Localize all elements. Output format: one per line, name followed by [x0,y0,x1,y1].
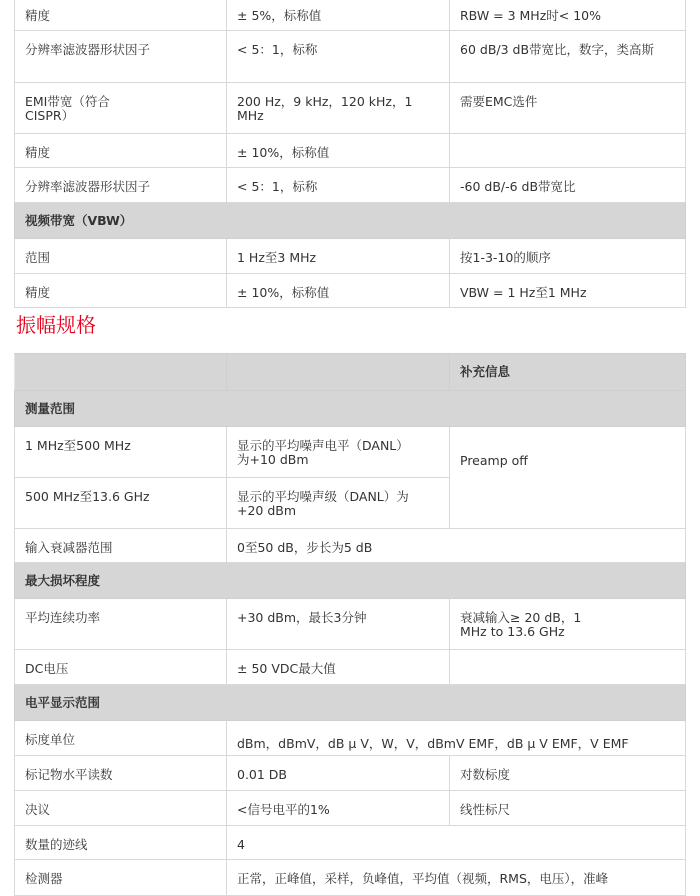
table-row [15,168,686,203]
section-header-row [15,391,686,427]
table-row [15,721,686,756]
spec-name: 输入衰减器范围 [15,529,227,563]
spec-note: 按1-3-10的顺序 [450,239,686,274]
spec-value: 显示的平均噪声电平（DANL） 为+10 dBm [227,427,450,478]
table-row [15,0,686,31]
section-header: 最大损坏程度 [15,563,686,599]
spec-name: 500 MHz至13.6 GHz [15,478,227,529]
spec-name: 精度 [15,0,227,31]
spec-note: VBW = 1 Hz至1 MHz [450,274,686,308]
spec-name: 范围 [15,239,227,274]
table-row [15,650,686,685]
spec-value: ± 5%，标称值 [227,0,450,31]
spec-name: 分辨率滤波器形状因子 [15,168,227,203]
spec-value: <信号电平的1% [227,791,450,826]
table-header-row [15,354,686,391]
spec-name: 检测器 [15,860,227,896]
spec-name: 分辨率滤波器形状因子 [15,31,227,83]
spec-note [450,650,686,685]
spec-value: dBm，dBmV，dB μ V，W，V，dBmV EMF，dB μ V EMF，V EMF [227,721,686,756]
spec-value: < 5：1，标称 [227,168,450,203]
spec-name: 精度 [15,134,227,168]
spec-value: 显示的平均噪声级（DANL）为 +20 dBm [227,478,450,529]
table-row [15,274,686,308]
spec-name: 精度 [15,274,227,308]
table-row [15,239,686,274]
spec-note: -60 dB/-6 dB带宽比 [450,168,686,203]
spec-note: RBW = 3 MHz时< 10% [450,0,686,31]
spec-value: 4 [227,826,686,860]
spec-name: 决议 [15,791,227,826]
header-cell [15,354,227,391]
spec-value: 200 Hz，9 kHz，120 kHz，1 MHz [227,83,450,134]
section-header-row [15,203,686,239]
section-header: 测量范围 [15,391,686,427]
spec-name: EMI带宽（符合 CISPR） [15,83,227,134]
spec-value: +30 dBm，最长3分钟 [227,599,450,650]
spec-value: ± 10%，标称值 [227,274,450,308]
spec-name: 1 MHz至500 MHz [15,427,227,478]
table-row [15,83,686,134]
spec-note: 60 dB/3 dB带宽比，数字，类高斯 [450,31,686,83]
table-row [15,31,686,83]
spec-note: 衰减输入≥ 20 dB，1 MHz to 13.6 GHz [450,599,686,650]
amplitude-spec-table [14,353,686,896]
header-cell [227,354,450,391]
section-header-row [15,685,686,721]
spec-value: 0至50 dB，步长为5 dB [227,529,686,563]
table-row [15,756,686,791]
header-supplementary-info: 补充信息 [450,354,686,391]
spec-note [450,134,686,168]
spec-value: ± 50 VDC最大值 [227,650,450,685]
spec-note: Preamp off [450,427,686,529]
section-header: 电平显示范围 [15,685,686,721]
spec-name: 平均连续功率 [15,599,227,650]
section-header-row [15,563,686,599]
spec-name: DC电压 [15,650,227,685]
spec-value: < 5：1，标称 [227,31,450,83]
table-row [15,826,686,860]
spec-note: 线性标尺 [450,791,686,826]
section-header: 视频带宽（VBW） [15,203,686,239]
amplitude-section-title: 振幅规格 [16,313,96,337]
spec-name: 数量的迹线 [15,826,227,860]
spec-value: 1 Hz至3 MHz [227,239,450,274]
spec-value: 正常，正峰值，采样，负峰值，平均值（视频，RMS，电压），准峰 [227,860,686,896]
spec-name: 标度单位 [15,721,227,756]
rbw-spec-table [14,0,686,308]
table-row [15,791,686,826]
spec-value: ± 10%，标称值 [227,134,450,168]
table-row [15,134,686,168]
spec-value: 0.01 DB [227,756,450,791]
table-row [15,860,686,896]
spec-name: 标记物水平读数 [15,756,227,791]
spec-note: 对数标度 [450,756,686,791]
table-row [15,529,686,563]
spec-note: 需要EMC选件 [450,83,686,134]
table-row [15,599,686,650]
table-row [15,427,686,478]
